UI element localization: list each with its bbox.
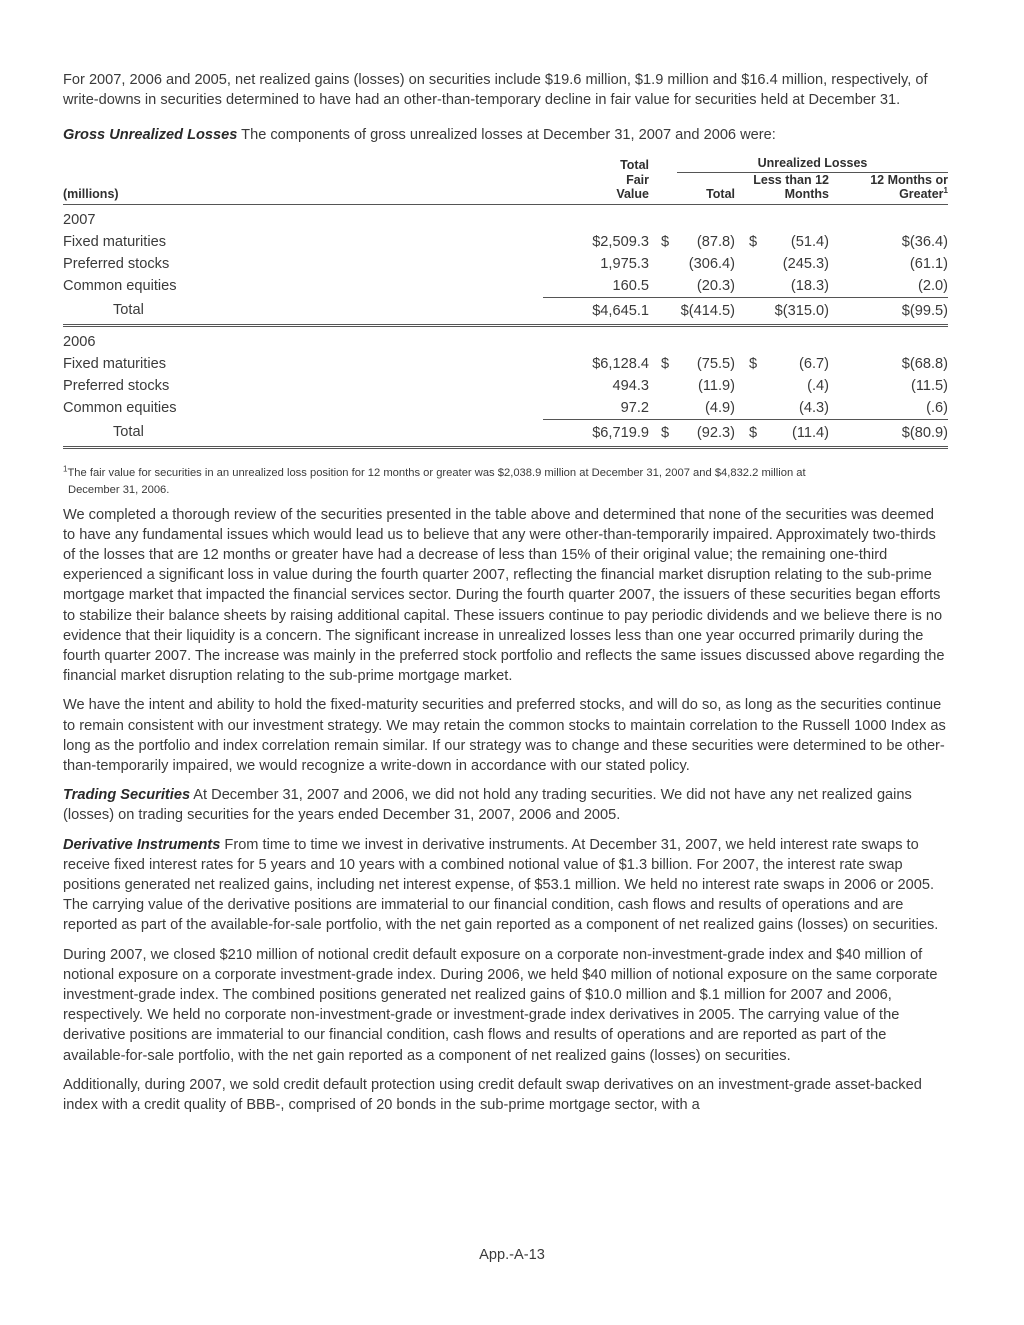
table-row: Common equities 160.5 (20.3) (18.3) (2.0) bbox=[63, 277, 948, 294]
page-number: App.-A-13 bbox=[479, 1247, 545, 1263]
intent-paragraph: We have the intent and ability to hold the fixed-maturity securities and preferred stocks, and will do so, as long as the securities continue to remain consistent with our investment strategy. We may retain the common stocks to maintain correlation to the Russell 1000 Index as long as the portfolio and index correlation remain similar. If our strategy was to change and these securities were determined to be other-than-temporarily impaired, we would recognize a write-down in accordance with our stated policy. bbox=[63, 697, 946, 775]
intro-paragraph: For 2007, 2006 and 2005, net realized gains (losses) on securities include $19.6 million, $1.9 million and $16.4 million, respectively, of write-downs in securities determined to have had an other-than-temporary decline in fair value for securities held at December 31. bbox=[63, 72, 928, 109]
total-row-2007: Total $4,645.1 $(414.5) $(315.0) $(99.5) bbox=[63, 297, 948, 325]
col-total: Total bbox=[677, 172, 735, 204]
derivative-instruments-paragraph: Derivative Instruments From time to time we invest in derivative instruments. At December 31, 2007, we held interest rate swaps to receive fixed interest rates for 5 years and 10 years with a combined notional value of $1.3 billion. For 2007, the interest rate swap positions generated net realized gains, including net interest expense, of $53.1 million. We held no interest rate swaps in 2006 or 2005. The carrying value of the derivative positions are immaterial to our financial condition, cash flows and results of operations and are reported as part of the available-for-sale portfolio, with the net gain reported as a component of net realized gains (losses) on securities. bbox=[63, 836, 939, 934]
year-label-2006: 2006 bbox=[63, 333, 96, 350]
unrealized-losses-group-header: Unrealized Losses bbox=[677, 156, 948, 173]
table-row: Fixed maturities $2,509.3 $ (87.8) $ (51.4) $(36.4) bbox=[63, 233, 948, 250]
col-12-months-or-greater: 12 Months or Greater$^1$ bbox=[829, 172, 948, 204]
table-row: Common equities 97.2 (4.9) (4.3) (.6) bbox=[63, 399, 948, 416]
document-page bbox=[63, 70, 948, 1124]
gross-unrealized-intro bbox=[63, 125, 948, 145]
col-fair-value-line1: Total bbox=[620, 158, 649, 173]
derivative-instruments-heading: Derivative Instruments bbox=[63, 836, 221, 853]
credit-default-paragraph: During 2007, we closed $210 million of notional credit default exposure on a corporate non-investment-grade index and $40 million of notional exposure on a corporate investment-grade index. During 2006, we held $40 million of notional exposure on the same corporate investment-grade index. The combined positions generated net realized gains of $10.0 million and $.1 million for 2007 and 2006, respectively. We held no corporate non-investment-grade or investment-grade index derivatives in 2005. The carrying value of the derivative positions are immaterial to our financial condition, cash flows and results of operations and are reported as part of the available-for-sale portfolio, with the net gain reported as a component of net realized gains (losses) on securities. bbox=[63, 946, 938, 1064]
additional-paragraph: Additionally, during 2007, we sold credit default protection using credit default swap derivatives on an investment-grade asset-backed index with a credit quality of BBB-, comprised of 20 bonds in the sub-prime mortgage sector, with a bbox=[63, 1076, 922, 1114]
gross-unrealized-heading: Gross Unrealized Losses bbox=[63, 127, 238, 144]
gross-unrealized-text: The components of gross unrealized losses at December 31, 2007 and 2006 were: bbox=[237, 127, 776, 144]
review-paragraph: We completed a thorough review of the securities presented in the table above and determined that none of the securities was deemed to have any fundamental issues which would lead us to believe that any were other-than-temporarily impaired. Approximately two-thirds of the losses that are 12 months or greater have had a decrease of less than 15% of their original value; the remaining one-third experienced a significant loss in value during the fourth quarter 2007, reflecting the financial market disruption relating to the sub-prime mortgage market that impacted the financial services sector. During the fourth quarter 2007, the issuers of these securities began efforts to stabilize their balance sheets by raising additional capital. These issuers continue to pay periodic dividends and we believe there is no evidence that their liquidity is a concern. The significant increase in unrealized losses less than one year occurred primarily during the fourth quarter 2007. The increase was mainly in the preferred stock portfolio and reflects the same issues discussed above regarding the financial market disruption relating to the sub-prime mortgage market. bbox=[63, 506, 945, 685]
col-millions: (millions) bbox=[63, 172, 543, 204]
table-row: Fixed maturities $6,128.4 $ (75.5) $ (6.7) $(68.8) bbox=[63, 355, 948, 372]
trading-securities-heading: Trading Securities bbox=[63, 787, 191, 804]
total-row-2006: Total $6,719.9 $ (92.3) $ (11.4) $(80.9) bbox=[63, 419, 948, 447]
unrealized-losses-table bbox=[63, 156, 948, 449]
col-fair-value: Fair Value bbox=[543, 172, 649, 204]
trading-securities-paragraph: Trading Securities At December 31, 2007 and 2006, we did not hold any trading securities. We did not have any net realized gains (losses) on trading securities for the years ended December 31, 2007, 2006 and 2005. bbox=[63, 787, 912, 824]
table-row: Preferred stocks 1,975.3 (306.4) (245.3) (61.1) bbox=[63, 255, 948, 272]
col-less-than-12-months: Less than 12 Months bbox=[735, 172, 829, 204]
table-row: Preferred stocks 494.3 (11.9) (.4) (11.5) bbox=[63, 377, 948, 394]
table-footnote: $^1$The fair value for securities in an unrealized loss position for 12 months or greater was $2,038.9 million at December 31, 2007 and $4,832.2 million at December 31, 2006. bbox=[63, 463, 806, 496]
year-label-2007: 2007 bbox=[63, 211, 96, 228]
